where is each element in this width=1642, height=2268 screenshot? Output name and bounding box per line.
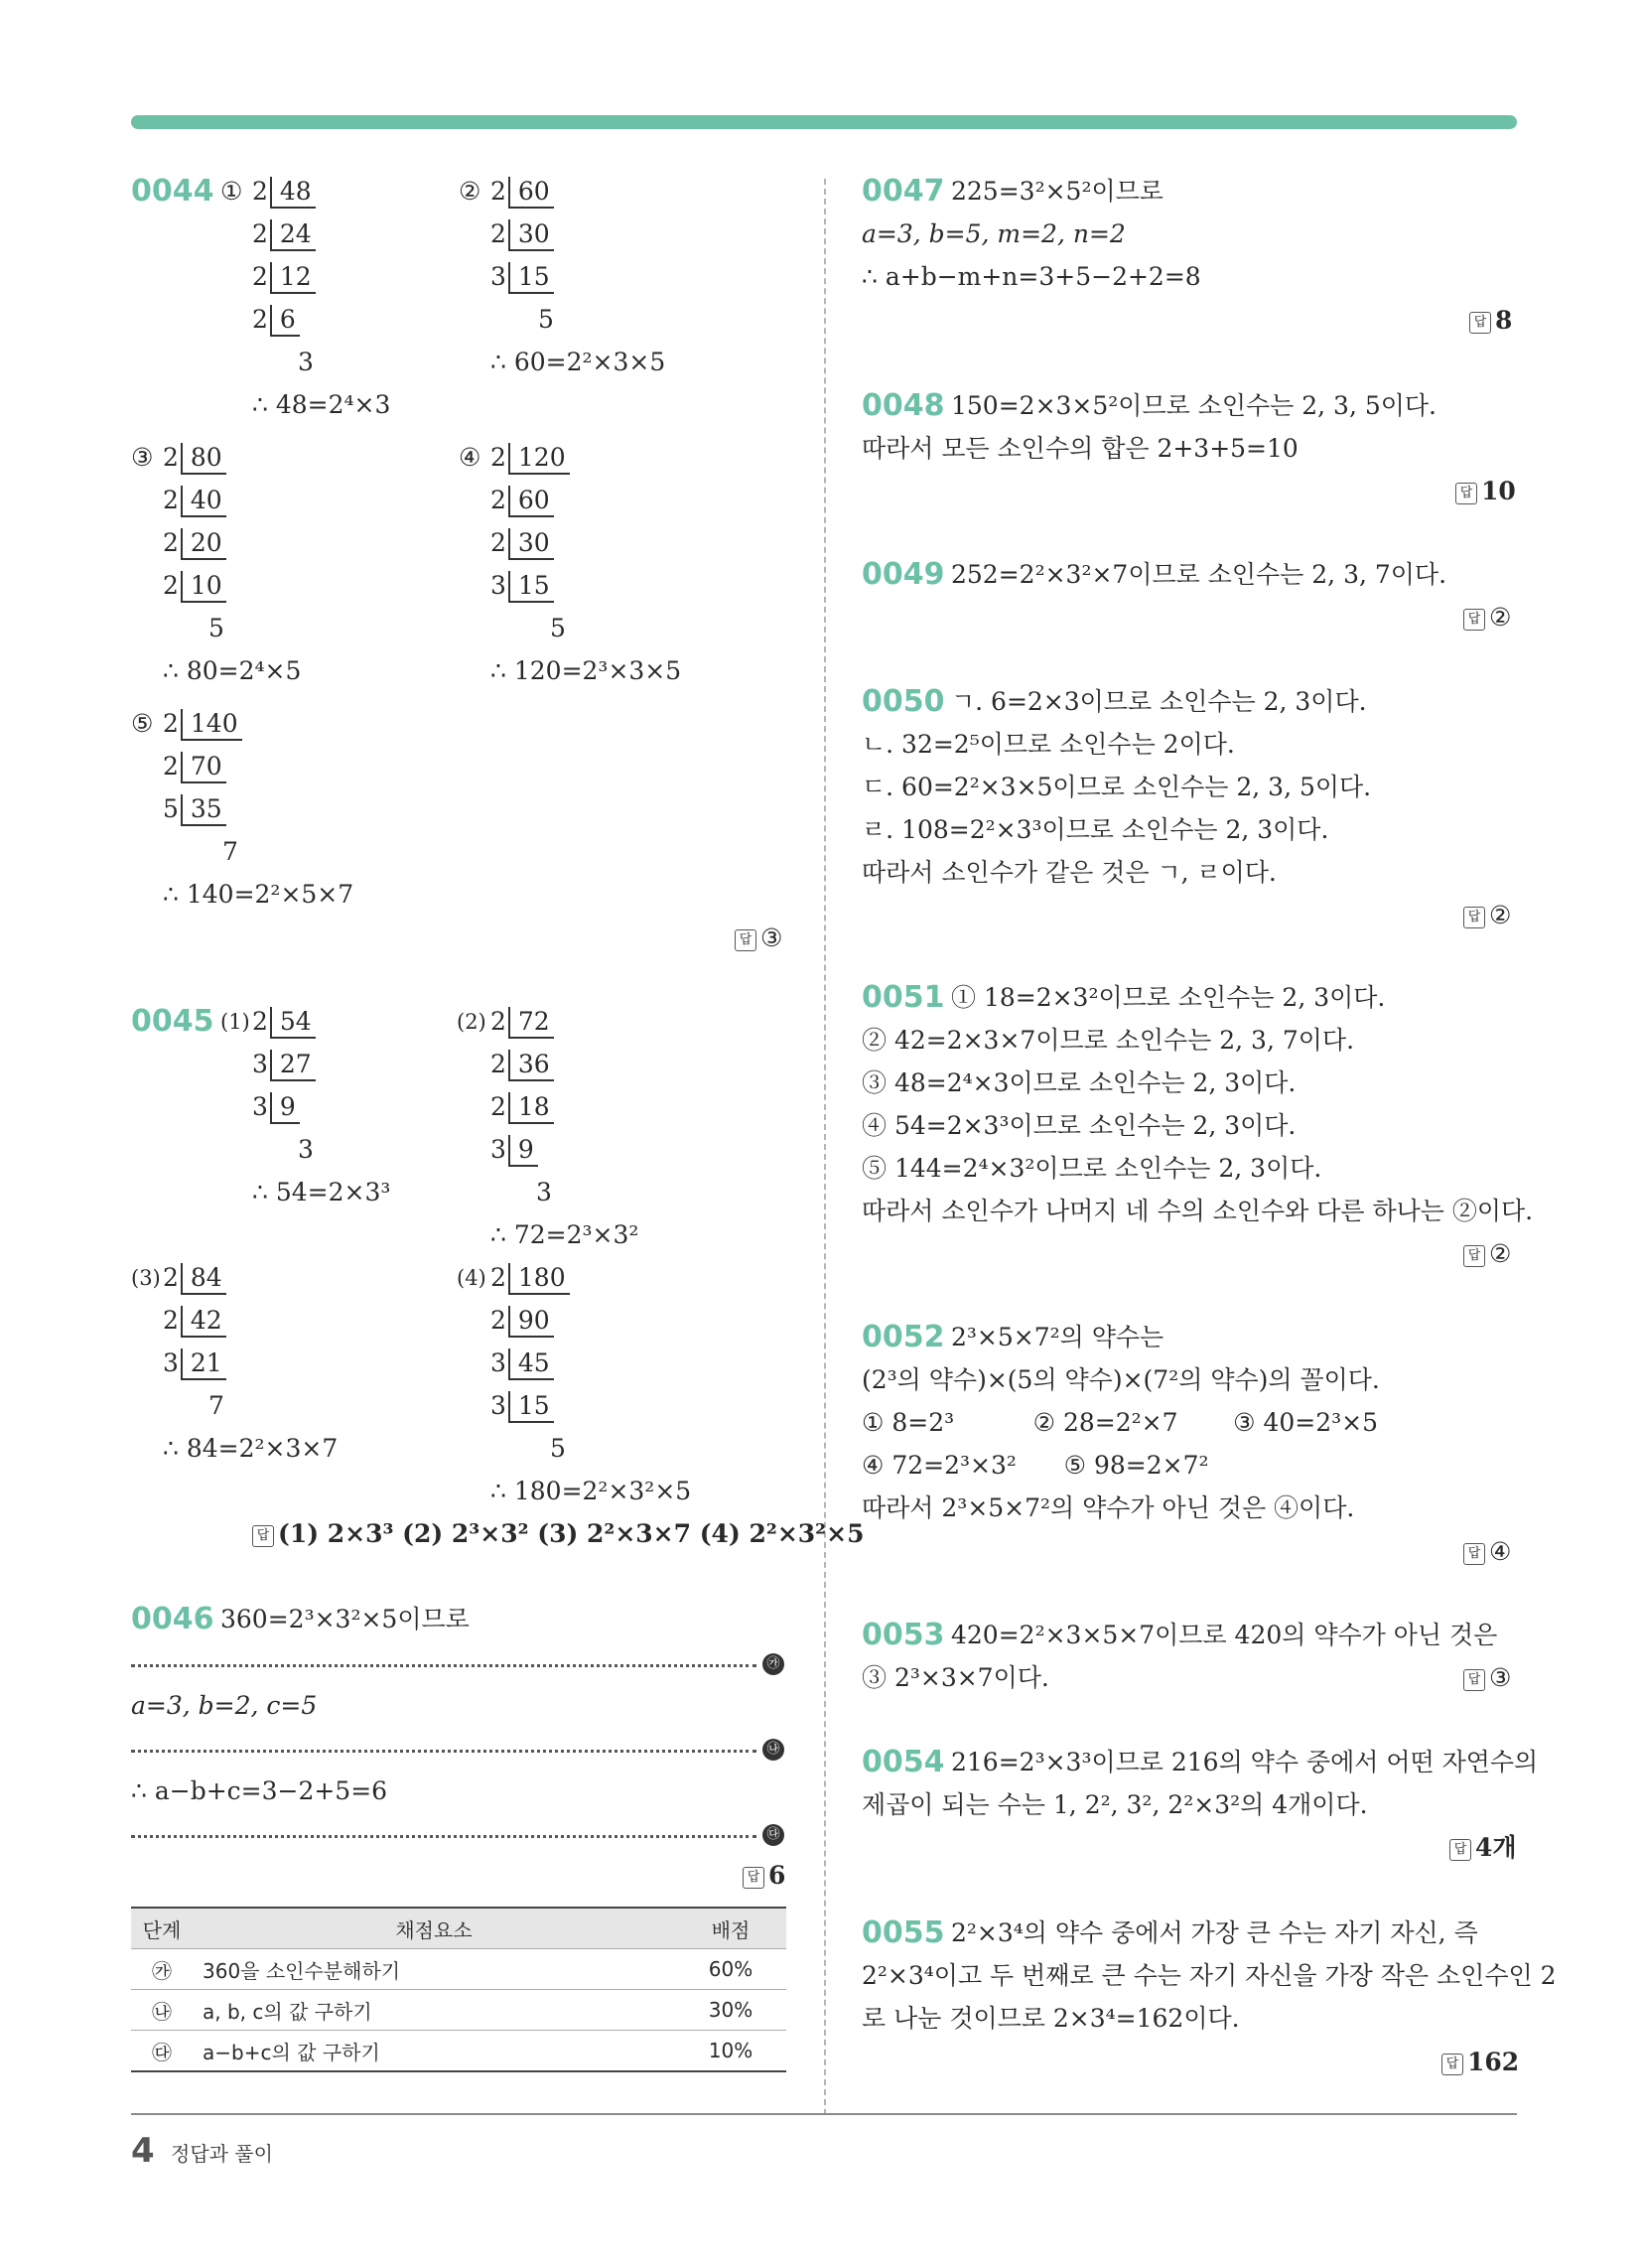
scoring-table xyxy=(131,1907,786,2072)
solution-line: ① 8=2³ ② 28=2²×7 ③ 40=2³×5 xyxy=(862,1408,1379,1437)
division-step: 290 xyxy=(490,1304,554,1338)
top-accent-bar xyxy=(131,115,1517,129)
answer-0055: 답 162 xyxy=(1441,2046,1519,2079)
remainder: 5 xyxy=(208,614,224,642)
case-mark: (1) xyxy=(220,1010,250,1034)
answer-marker-icon: 답 xyxy=(1441,2054,1463,2075)
division-step: 2 42 xyxy=(163,1304,226,1338)
solution-line: a=3, b=2, c=5 xyxy=(131,1691,318,1720)
solution-line: 따라서 모든 소인수의 합은 2+3+5=10 xyxy=(862,434,1299,463)
solution-line: 150=2×3×5²이므로 소인수는 2, 3, 5이다. xyxy=(951,391,1437,420)
answer-marker-icon: 답 xyxy=(1463,907,1485,928)
result-line: ∴ 54=2×3³ xyxy=(252,1178,391,1206)
division-step: 2 36 xyxy=(490,1048,554,1081)
answer-marker-icon: 답 xyxy=(1449,1839,1471,1861)
step-marker-icon: ㉰ xyxy=(762,1824,784,1846)
division-step: 26 xyxy=(252,303,300,337)
table-cell: 60% xyxy=(675,1949,786,1990)
problem-number-0051: 0051 xyxy=(862,980,945,1015)
solution-line: 252=2²×3²×7이므로 소인수는 2, 3, 7이다. xyxy=(951,560,1447,589)
table-header: 채점요소 xyxy=(193,1908,675,1949)
division-step: 2 48 xyxy=(252,175,316,209)
solution-line: 2³×5×7²의 약수는 xyxy=(951,1323,1164,1351)
dotted-separator xyxy=(131,1664,756,1667)
division-step: 2 84 xyxy=(163,1261,226,1295)
solution-line: 따라서 소인수가 나머지 네 수의 소인수와 다른 하나는 ②이다. xyxy=(862,1197,1534,1225)
answer-0049: 답 ② xyxy=(1463,601,1511,635)
table-cell: ㉰ xyxy=(131,2031,193,2072)
remainder: 3 xyxy=(536,1178,552,1206)
problem-number-0053: 0053 xyxy=(862,1618,945,1652)
answer-marker-icon: 답 xyxy=(1455,483,1477,504)
case-mark: ③ xyxy=(131,443,154,472)
division-step: 2 180 xyxy=(490,1261,570,1295)
dotted-separator xyxy=(131,1750,756,1753)
problem-number-0054: 0054 xyxy=(862,1745,945,1779)
case-mark: (3) xyxy=(131,1266,161,1290)
solution-line: a=3, b=5, m=2, n=2 xyxy=(862,219,1126,248)
problem-number-0046: 0046 xyxy=(131,1602,214,1636)
result-line: ∴ 140=2²×5×7 xyxy=(163,880,354,909)
step-marker-icon: ㉯ xyxy=(762,1739,784,1761)
table-header: 배점 xyxy=(675,1908,786,1949)
division-step: 2 10 xyxy=(163,569,226,603)
answer-marker-icon: 답 xyxy=(735,929,756,951)
table-cell: ㉯ xyxy=(131,1990,193,2031)
table-cell: a−b+c의 값 구하기 xyxy=(193,2031,675,2072)
division-step: 2 24 xyxy=(252,217,316,251)
answer-marker-icon: 답 xyxy=(252,1525,274,1547)
answer-marker-icon: 답 xyxy=(1463,1543,1485,1565)
division-step: 2 54 xyxy=(252,1005,316,1039)
table-cell: 360을 소인수분해하기 xyxy=(193,1949,675,1990)
division-step: 3 15 xyxy=(490,260,554,294)
division-step: 345 xyxy=(490,1347,554,1380)
result-line: ∴ 120=2³×3×5 xyxy=(490,656,682,685)
division-step: 39 xyxy=(490,1133,538,1167)
table-row xyxy=(131,1949,786,1990)
remainder: 7 xyxy=(208,1391,224,1420)
answer-0046: 답 6 xyxy=(743,1859,785,1893)
table-header-row xyxy=(131,1908,786,1949)
table-cell: ㉮ xyxy=(131,1949,193,1990)
table-cell: 10% xyxy=(675,2031,786,2072)
table-header: 단계 xyxy=(131,1908,193,1949)
solution-line: ㄱ. 6=2×3이므로 소인수는 2, 3이다. xyxy=(951,687,1367,716)
remainder: 5 xyxy=(538,305,554,334)
solution-line: ㄹ. 108=2²×3³이므로 소인수는 2, 3이다. xyxy=(862,815,1329,844)
table-cell: 30% xyxy=(675,1990,786,2031)
division-step: 3 27 xyxy=(252,1048,316,1081)
remainder: 7 xyxy=(222,837,238,866)
dotted-separator xyxy=(131,1835,756,1838)
case-mark: (2) xyxy=(457,1010,486,1034)
solution-line: ∴ a−b+c=3−2+5=6 xyxy=(131,1776,388,1805)
division-step: 2 60 xyxy=(490,175,554,209)
table-row xyxy=(131,2031,786,2072)
result-line: ∴ 60=2²×3×5 xyxy=(490,348,666,376)
answer-marker-icon: 답 xyxy=(743,1867,764,1889)
page-number: 4 xyxy=(131,2131,155,2171)
result-line: ∴ 80=2⁴×5 xyxy=(163,656,302,685)
solution-line: ㄴ. 32=2⁵이므로 소인수는 2이다. xyxy=(862,730,1235,759)
case-mark: ① xyxy=(220,177,243,206)
case-mark: (4) xyxy=(457,1266,486,1290)
division-step: 2 30 xyxy=(490,217,554,251)
answer-marker-icon: 답 xyxy=(1463,609,1485,631)
result-line: ∴ 180=2²×3²×5 xyxy=(490,1477,692,1505)
division-step: 2 80 xyxy=(163,441,226,475)
problem-number-0047: 0047 xyxy=(862,174,945,209)
step-marker-icon: ㉮ xyxy=(762,1653,784,1675)
division-step: 2 12 xyxy=(252,260,316,294)
division-step: 2 120 xyxy=(490,441,570,475)
answer-0047: 답 8 xyxy=(1469,304,1512,338)
column-divider xyxy=(824,179,826,2115)
division-step: 3 21 xyxy=(163,1347,226,1380)
footer-rule xyxy=(131,2113,1517,2115)
division-step: 2 18 xyxy=(490,1090,554,1124)
case-mark: ② xyxy=(459,177,481,206)
result-line: ∴ 48=2⁴×3 xyxy=(252,390,391,419)
solution-line: 로 나눈 것이므로 2×3⁴=162이다. xyxy=(862,2004,1240,2033)
remainder: 5 xyxy=(550,1434,566,1463)
division-step: 2 72 xyxy=(490,1005,554,1039)
answer-0051: 답 ② xyxy=(1463,1237,1511,1271)
problem-number-0045: 0045 xyxy=(131,1004,214,1039)
answer-marker-icon: 답 xyxy=(1469,312,1491,334)
solution-line: 360=2³×3²×5이므로 xyxy=(220,1605,470,1633)
solution-line: 2²×3⁴의 약수 중에서 가장 큰 수는 자기 자신, 즉 xyxy=(951,1918,1478,1947)
problem-number-0055: 0055 xyxy=(862,1915,945,1950)
problem-number-0048: 0048 xyxy=(862,388,945,423)
solution-line: ∴ a+b−m+n=3+5−2+2=8 xyxy=(862,262,1201,291)
solution-line: ② 42=2×3×7이므로 소인수는 2, 3, 7이다. xyxy=(862,1026,1355,1055)
solution-line: 따라서 소인수가 같은 것은 ㄱ, ㄹ이다. xyxy=(862,858,1277,887)
solution-line: 225=3²×5²이므로 xyxy=(951,177,1163,206)
solution-line: ④ 54=2×3³이므로 소인수는 2, 3이다. xyxy=(862,1111,1297,1140)
solution-line: ㄷ. 60=2²×3×5이므로 소인수는 2, 3, 5이다. xyxy=(862,773,1372,801)
remainder: 5 xyxy=(550,614,566,642)
solution-line: ① 18=2×3²이므로 소인수는 2, 3이다. xyxy=(951,983,1386,1012)
division-step: 230 xyxy=(490,526,554,560)
division-step: 315 xyxy=(490,569,554,603)
division-step: 2 20 xyxy=(163,526,226,560)
table-cell: a, b, c의 값 구하기 xyxy=(193,1990,675,2031)
answer-marker-icon: 답 xyxy=(1463,1245,1485,1267)
solution-line: 2²×3⁴이고 두 번째로 큰 수는 자기 자신을 가장 작은 소인수인 2 xyxy=(862,1961,1557,1990)
solution-line: ⑤ 144=2⁴×3²이므로 소인수는 2, 3이다. xyxy=(862,1154,1322,1183)
answer-0053: 답 ③ xyxy=(1463,1661,1511,1695)
problem-number-0044: 0044 xyxy=(131,174,214,209)
answer-0044: 답 ③ xyxy=(735,921,782,955)
solution-line: 따라서 2³×5×7²의 약수가 아닌 것은 ④이다. xyxy=(862,1493,1355,1522)
solution-line: 420=2²×3×5×7이므로 420의 약수가 아닌 것은 xyxy=(951,1621,1498,1649)
division-step: 39 xyxy=(252,1090,300,1124)
division-step: 2 140 xyxy=(163,707,242,741)
division-step: 260 xyxy=(490,484,554,517)
result-line: ∴ 84=2²×3×7 xyxy=(163,1434,339,1463)
solution-line: ③ 2³×3×7이다. xyxy=(862,1663,1049,1692)
problem-number-0050: 0050 xyxy=(862,684,945,719)
answer-0052: 답 ④ xyxy=(1463,1535,1511,1569)
result-line: ∴ 72=2³×3² xyxy=(490,1220,639,1249)
case-mark: ⑤ xyxy=(131,709,154,738)
table-row xyxy=(131,1990,786,2031)
answer-0045: 답 (1) 2×3³ (2) 2³×3² (3) 2²×3×7 (4) 2²×3²×5 xyxy=(252,1517,864,1551)
answer-0048: 답 10 xyxy=(1455,475,1516,508)
answer-0054: 답 4개 xyxy=(1449,1831,1517,1865)
division-step: 315 xyxy=(490,1389,554,1423)
footer-label: 정답과 풀이 xyxy=(171,2142,273,2166)
problem-number-0049: 0049 xyxy=(862,557,945,592)
remainder: 3 xyxy=(298,348,314,376)
answer-marker-icon: 답 xyxy=(1463,1669,1485,1691)
solution-line: 제곱이 되는 수는 1, 2², 3², 2²×3²의 4개이다. xyxy=(862,1790,1368,1819)
remainder: 3 xyxy=(298,1135,314,1164)
division-step: 2 40 xyxy=(163,484,226,517)
solution-line: ④ 72=2³×3² ⑤ 98=2×7² xyxy=(862,1451,1209,1480)
answer-0050: 답 ② xyxy=(1463,899,1511,932)
solution-line: ③ 48=2⁴×3이므로 소인수는 2, 3이다. xyxy=(862,1068,1297,1097)
division-step: 535 xyxy=(163,792,226,826)
division-step: 270 xyxy=(163,750,226,783)
solution-line: 216=2³×3³이므로 216의 약수 중에서 어떤 자연수의 xyxy=(951,1748,1539,1776)
problem-number-0052: 0052 xyxy=(862,1320,945,1354)
case-mark: ④ xyxy=(459,443,481,472)
solution-line: (2³의 약수)×(5의 약수)×(7²의 약수)의 꼴이다. xyxy=(862,1365,1380,1394)
